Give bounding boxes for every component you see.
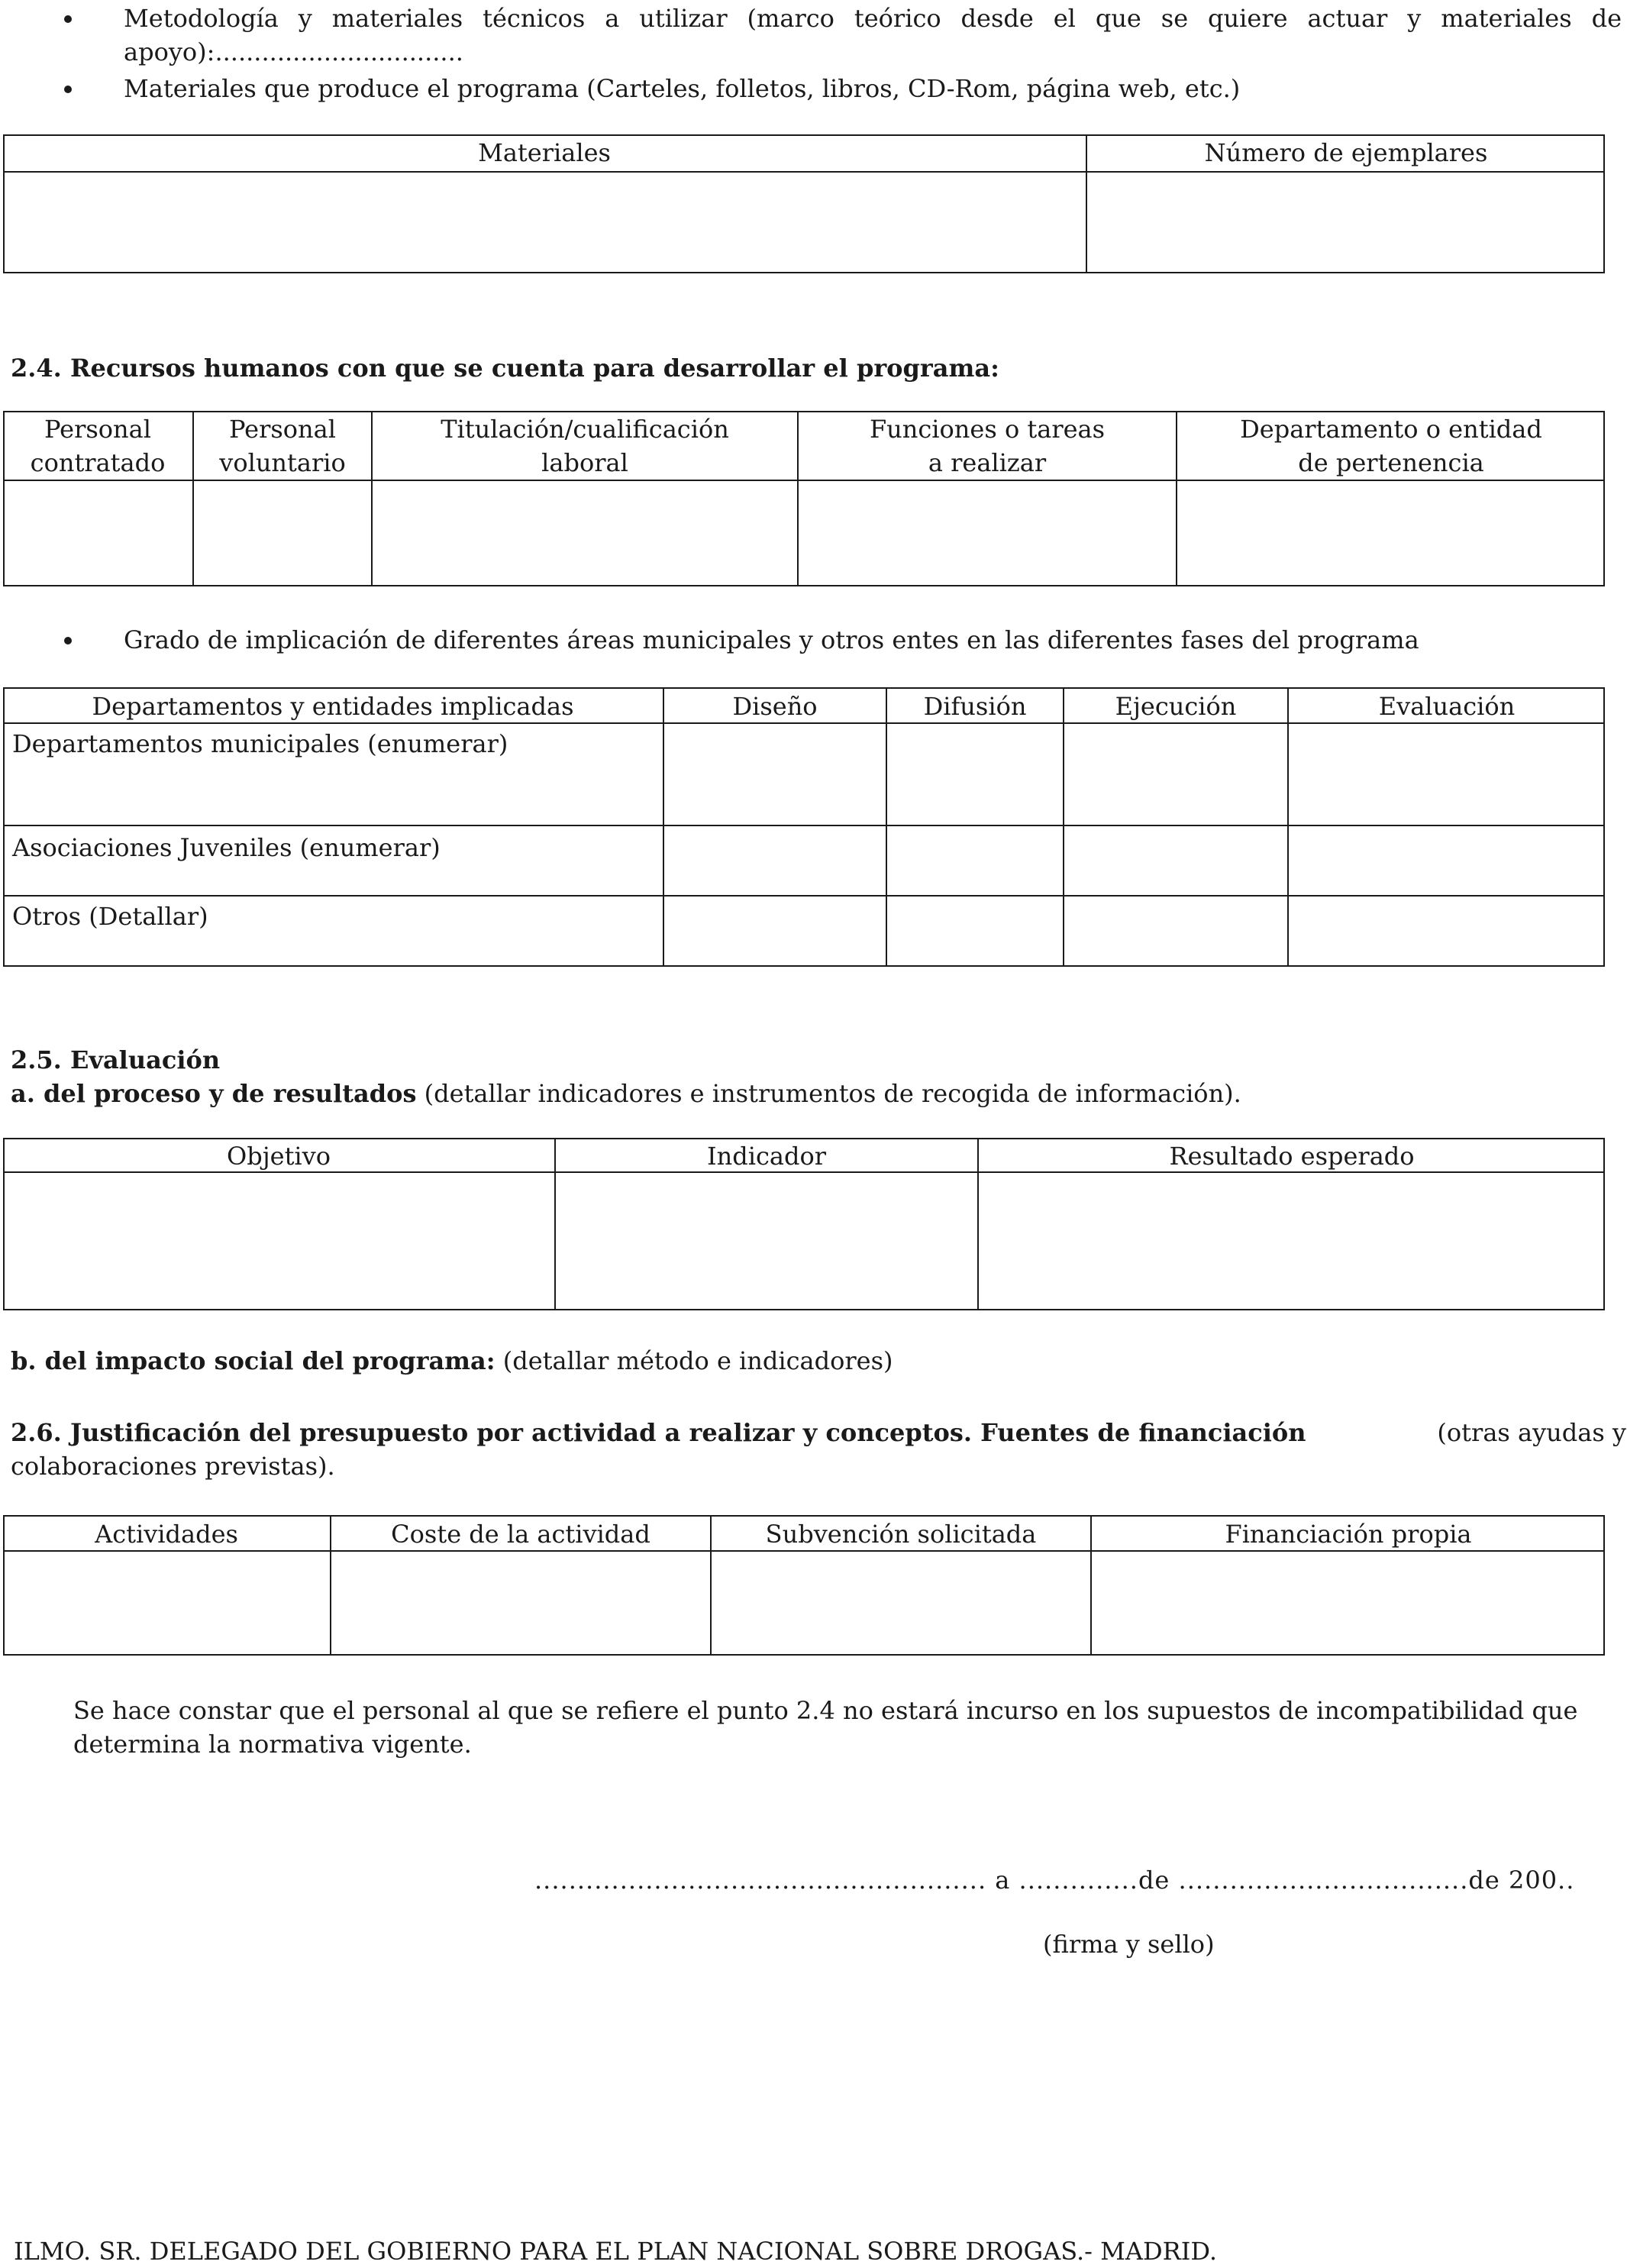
header-objetivo: Objetivo	[226, 1142, 331, 1171]
header-resultado-esperado: Resultado esperado	[1169, 1142, 1415, 1171]
header-indicador: Indicador	[706, 1142, 826, 1171]
header-diseno: Diseño	[732, 692, 818, 721]
bullet-metodologia-line1: Metodología y materiales técnicos a utilizar (marco teórico desde el que se quiere actuar y materiales de	[124, 4, 1622, 33]
bullet-materiales-text: Materiales que produce el programa (Carteles, folletos, libros, CD-Rom, página web, etc.)	[124, 74, 1241, 103]
header-financiacion-propia: Financiación propia	[1225, 1520, 1472, 1549]
row-departamentos-municipales: Departamentos municipales (enumerar)	[12, 729, 508, 758]
header-actividades: Actividades	[95, 1520, 238, 1549]
header-ejecucion: Ejecución	[1115, 692, 1237, 721]
header-numero-ejemplares: Número de ejemplares	[1204, 138, 1488, 167]
header-funciones: Funciones o tareas a realizar	[869, 415, 1106, 477]
header-titulacion: Titulación/cualificación laboral	[441, 415, 729, 477]
signature-date-line: ..................................................... a ..............de ..................................de 200..	[534, 1866, 1575, 1895]
header-subvencion-solicitada: Subvención solicitada	[765, 1520, 1037, 1549]
bullet-dot	[64, 86, 72, 93]
header-materiales: Materiales	[478, 138, 611, 167]
declaration-line2: determina la normativa vigente.	[73, 1730, 472, 1759]
bullet-dot	[64, 637, 72, 645]
header-difusion: Difusión	[923, 692, 1027, 721]
bullet-grado-text: Grado de implicación de diferentes áreas municipales y otros entes en las diferentes fases del programa	[124, 625, 1419, 654]
declaration-line1: Se hace constar que el personal al que se refiere el punto 2.4 no estará incurso en los supuestos de incompatibilidad que	[73, 1696, 1578, 1725]
section-2-6-line1: 2.6. Justificación del presupuesto por actividad a realizar y conceptos. Fuentes de financiación (otras ayudas y	[11, 1418, 1626, 1447]
section-2-6-line2: colaboraciones previstas).	[11, 1452, 335, 1481]
signature-firma: (firma y sello)	[1043, 1930, 1215, 1959]
section-2-5-sub-b: b. del impacto social del programa: (detallar método e indicadores)	[11, 1346, 893, 1375]
header-personal-contratado: Personal contratado	[30, 415, 166, 477]
header-evaluacion: Evaluación	[1378, 692, 1516, 721]
bullet-metodologia-line2: apoyo):................................	[124, 37, 463, 66]
row-otros: Otros (Detallar)	[12, 902, 208, 931]
section-2-4-title: 2.4. Recursos humanos con que se cuenta para desarrollar el programa:	[11, 354, 999, 383]
header-departamentos-entidades: Departamentos y entidades implicadas	[92, 692, 574, 721]
header-personal-voluntario: Personal voluntario	[219, 415, 346, 477]
section-2-5-title: 2.5. Evaluación	[11, 1045, 221, 1074]
section-2-5-sub-a: a. del proceso y de resultados (detallar indicadores e instrumentos de recogida de información).	[11, 1079, 1241, 1108]
header-coste-actividad: Coste de la actividad	[391, 1520, 650, 1549]
footer-addressee: ILMO. SR. DELEGADO DEL GOBIERNO PARA EL PLAN NACIONAL SOBRE DROGAS.- MADRID.	[14, 2237, 1218, 2266]
bullet-dot	[64, 15, 72, 23]
row-asociaciones-juveniles: Asociaciones Juveniles (enumerar)	[12, 833, 441, 862]
header-departamento: Departamento o entidad de pertenencia	[1240, 415, 1542, 477]
